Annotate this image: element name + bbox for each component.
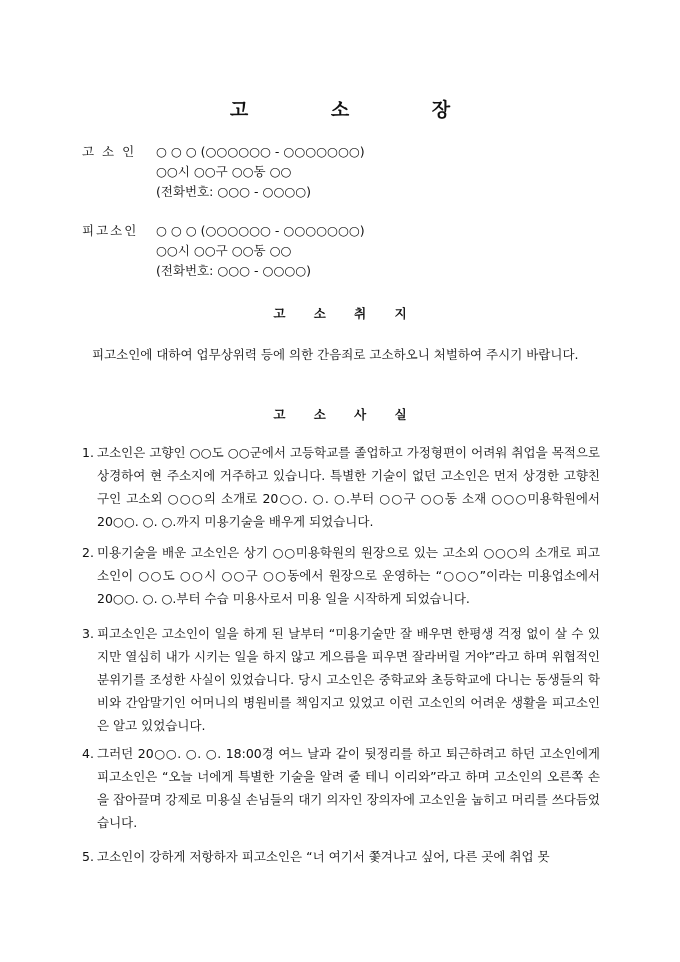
fact-number: 2. (82, 545, 94, 560)
fact-text: 피고소인은 고소인이 일을 하게 된 날부터 “미용기술만 잘 배우면 한평생 걱정 없이 살 수 있지만 열심히 내가 시키는 일을 하지 않고 게으름을 피우면 잘라버릴 거야”라고 하며 위협적인 분위기를 조성한 사실이 있었습니다. 당시 고소인은 중학교와 초등학교에 다니는 동생들의 학비와 간암말기인 어머니의 병원비를 책임지고 있었고 이런 고소인의 어려운 생활을 피고소인은 알고 있었습니다. (97, 626, 600, 733)
fact-item (82, 845, 600, 868)
fact-number: 1. (82, 445, 94, 460)
complainant-address: ○○시 ○○구 ○○동 ○○ (156, 164, 292, 179)
facts-heading: 고 소 사 실 (273, 407, 419, 422)
defendant-name: ○ ○ ○ (○○○○○○ - ○○○○○○○) (156, 223, 365, 238)
fact-item (82, 441, 600, 533)
fact-number: 4. (82, 746, 94, 761)
fact-text: 그러던 20○○. ○. ○. 18:00경 여느 날과 같이 뒷정리를 하고 퇴근하려고 하던 고소인에게 피고소인은 “오늘 너에게 특별한 기술을 알려 줄 테니 이리와”라고 하며 고소인의 오른쪽 손을 잡아끌며 강제로 미용실 손님들의 대기 의자인 장의자에 고소인을 눕히고 머리를 쓰다듬었습니다. (97, 746, 600, 830)
complainant-label: 고 소 인 (82, 144, 137, 159)
defendant-label: 피고소인 (82, 223, 139, 238)
fact-item (82, 622, 600, 737)
fact-number: 5. (82, 849, 94, 864)
fact-number: 3. (82, 626, 94, 641)
fact-item (82, 742, 600, 834)
fact-text: 미용기술을 배운 고소인은 상기 ○○미용학원의 원장으로 있는 고소외 ○○○의 소개로 피고소인이 ○○도 ○○시 ○○구 ○○동에서 원장으로 운영하는 “○○○”이라는 미용업소에서 20○○. ○. ○.부터 수습 미용사로서 미용 일을 시작하게 되었습니다. (97, 545, 600, 606)
purpose-heading: 고 소 취 지 (273, 306, 419, 321)
defendant-phone: (전화번호: ○○○ - ○○○○) (156, 263, 312, 278)
document-title: 고 소 장 (229, 99, 489, 121)
complainant-phone: (전화번호: ○○○ - ○○○○) (156, 184, 312, 199)
defendant-address: ○○시 ○○구 ○○동 ○○ (156, 243, 292, 258)
complainant-name: ○ ○ ○ (○○○○○○ - ○○○○○○○) (156, 144, 365, 159)
fact-text: 고소인은 고향인 ○○도 ○○군에서 고등학교를 졸업하고 가정형편이 어려워 취업을 목적으로 상경하여 현 주소지에 거주하고 있습니다. 특별한 기술이 없던 고소인은 먼저 상경한 고향친구인 고소외 ○○○의 소개로 20○○. ○. ○.부터 ○○구 ○○동 소재 ○○○미용학원에서 20○○. ○. ○.까지 미용기술을 배우게 되었습니다. (97, 445, 600, 529)
purpose-text: 피고소인에 대하여 업무상위력 등에 의한 간음죄로 고소하오니 처벌하여 주시기 바랍니다. (92, 347, 579, 362)
fact-item (82, 541, 600, 610)
fact-text: 고소인이 강하게 저항하자 피고소인은 “너 여기서 쫓겨나고 싶어, 다른 곳에 취업 못 (97, 849, 550, 864)
